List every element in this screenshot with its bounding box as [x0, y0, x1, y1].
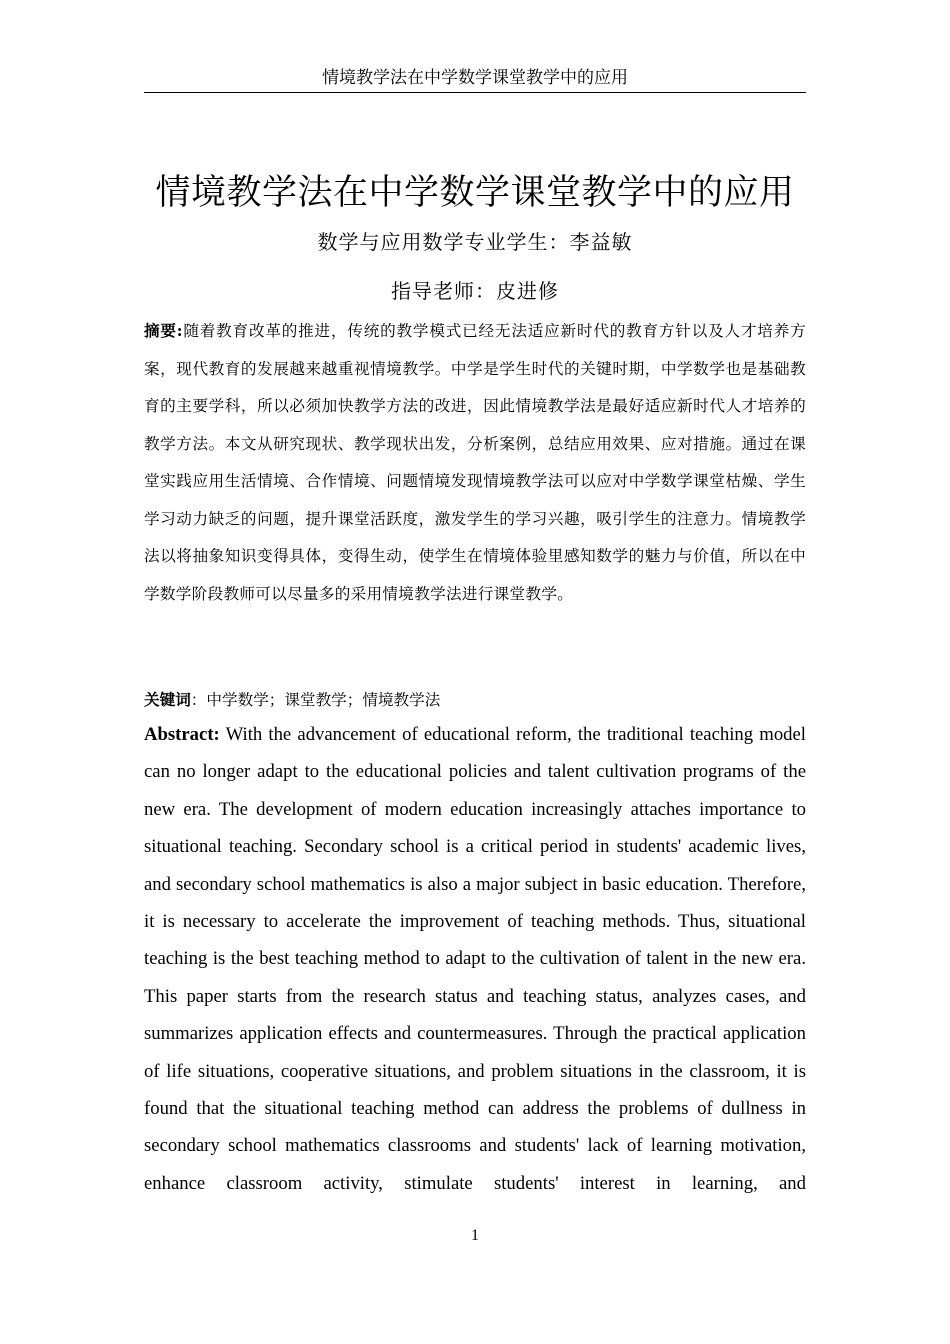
- keywords-separator: ：: [190, 691, 207, 709]
- author-line: 数学与应用数学专业学生：李益敏: [317, 230, 633, 254]
- keywords-text: 中学数学；课堂教学；情境教学法: [206, 691, 441, 709]
- chinese-abstract: [144, 312, 806, 613]
- chinese-abstract-text: 随着教育改革的推进，传统的教学模式已经无法适应新时代的教育方针以及人才培养方案，现代教育的发展越来越重视情境教学。中学是学生时代的关键时期，中学数学也是基础教育的主要学科，所以必须加快教学方法的改进，因此情境教学法是最好适应新时代人才培养的教学方法。本文从研究现状、教学现状出发，分析案例，总结应用效果、应对措施。通过在课堂实践应用生活情境、合作情境、问题情境发现情境教学法可以应对中学数学课堂枯燥、学生学习动力缺乏的问题，提升课堂活跃度，激发学生的学习兴趣，吸引学生的注意力。情境教学法以将抽象知识变得具体，变得生动，使学生在情境体验里感知数学的魅力与价值，所以在中学数学阶段教师可以尽量多的采用情境教学法进行课堂教学。: [144, 322, 806, 603]
- running-header: 情境教学法在中学数学课堂教学中的应用: [144, 66, 806, 93]
- chinese-keywords: [144, 686, 806, 714]
- english-abstract-label: Abstract:: [144, 724, 220, 745]
- paper-title: 情境教学法在中学数学课堂教学中的应用: [155, 173, 795, 213]
- keywords-label: 关键词: [144, 690, 191, 709]
- chinese-abstract-label: 摘要:: [144, 321, 183, 340]
- english-abstract-text: With the advancement of educational reform, the traditional teaching model can no longer adapt to the educational policies and talent cultivation programs of the new era. The development of modern education increasingly attaches importance to situational teaching. Secondary school is a critical period in students' academic lives, and secondary school mathematics is also a major subject in basic education. Therefore, it is necessary to accelerate the improvement of teaching methods. Thus, situational teaching is the best teaching method to adapt to the cultivation of talent in the new era. This paper starts from the research status and teaching status, analyzes cases, and summarizes application effects and countermeasures. Through the practical application of life situations, cooperative situations, and problem situations in the classroom, it is found that the situational teaching method can address the problems of dullness in secondary school mathematics classrooms and students' lack of learning motivation, enhance classroom activity, stimulate students' interest in learning, and: [144, 724, 807, 1194]
- english-abstract: [144, 716, 806, 1202]
- page-number: 1: [471, 1227, 479, 1244]
- advisor-line: 指导老师：皮进修: [391, 279, 559, 303]
